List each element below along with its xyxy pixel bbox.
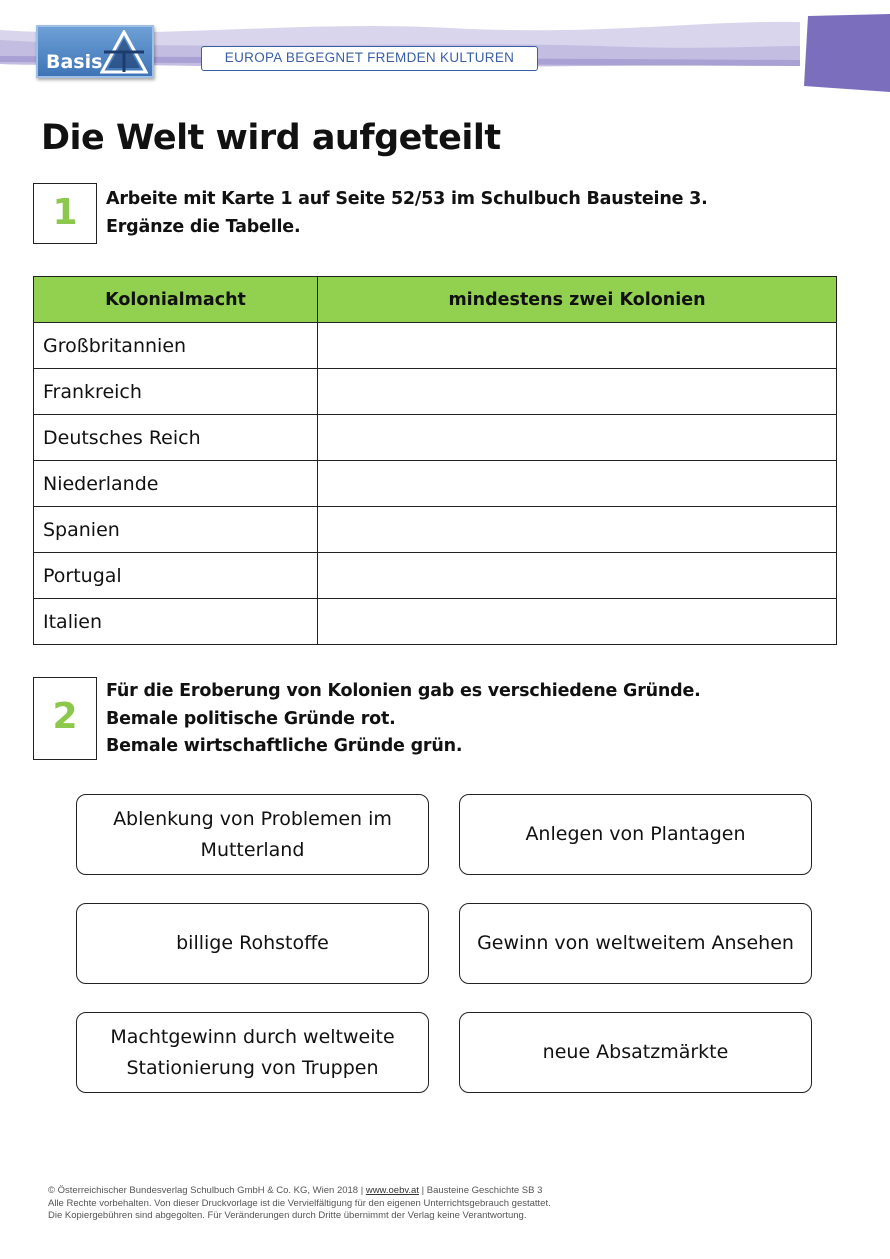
colonies-table — [33, 276, 837, 645]
table-header-row — [34, 277, 837, 323]
table-row — [34, 507, 837, 553]
reason-card[interactable] — [459, 903, 812, 984]
column-header-colonies: mindestens zwei Kolonien — [318, 277, 837, 323]
task-number-1: 1 — [33, 183, 97, 244]
basis-logo — [36, 25, 154, 78]
colonies-cell[interactable] — [318, 415, 837, 461]
series-title: EUROPA BEGEGNET FREMDEN KULTUREN — [201, 46, 538, 71]
instruction-line: Bemale politische Gründe rot. — [106, 708, 396, 729]
copyright-footer — [48, 1185, 551, 1223]
footer-text: © Österreichischer Bundesverlag Schulbuch GmbH & Co. KG, Wien 2018 | — [48, 1185, 366, 1196]
reason-card[interactable] — [459, 794, 812, 875]
power-cell: Italien — [34, 599, 318, 645]
logo-text: Basis — [46, 51, 103, 73]
table-row — [34, 461, 837, 507]
footer-line-2: Alle Rechte vorbehalten. Von dieser Druckvorlage ist die Vervielfältigung für den eigenen Unterrichtsgebrauch gestattet. — [48, 1197, 551, 1209]
power-cell: Portugal — [34, 553, 318, 599]
reason-text: Machtgewinn durch weltweite — [110, 1025, 395, 1048]
reason-card[interactable] — [76, 794, 429, 875]
reason-text: Stationierung von Truppen — [126, 1056, 379, 1079]
instruction-line: Bemale wirtschaftliche Gründe grün. — [106, 736, 463, 756]
task-number-2: 2 — [33, 677, 97, 760]
colonies-cell[interactable] — [318, 553, 837, 599]
colonies-cell[interactable] — [318, 461, 837, 507]
header-banner — [0, 0, 890, 100]
power-cell: Spanien — [34, 507, 318, 553]
footer-line-3: Die Kopiergebühren sind abgegolten. Für Veränderungen durch Dritte übernimmt der Verlag keine Verantwortung. — [48, 1210, 527, 1221]
table-row — [34, 415, 837, 461]
colonies-cell[interactable] — [318, 369, 837, 415]
instruction-line: Ergänze die Tabelle. — [106, 216, 301, 237]
table-row — [34, 323, 837, 369]
reason-card[interactable] — [76, 903, 429, 984]
table-row — [34, 553, 837, 599]
power-cell: Niederlande — [34, 461, 318, 507]
reason-text: neue Absatzmärkte — [542, 1041, 729, 1063]
reason-text: Ablenkung von Problemen im — [113, 807, 392, 830]
column-header-power: Kolonialmacht — [34, 277, 318, 323]
table-row — [34, 369, 837, 415]
colonies-cell[interactable] — [318, 599, 837, 645]
footer-text: | Bausteine Geschichte SB 3 — [418, 1185, 543, 1196]
reason-card[interactable] — [459, 1012, 812, 1093]
reason-text: Anlegen von Plantagen — [525, 823, 746, 845]
corner-tab — [804, 14, 890, 92]
table-row — [34, 599, 837, 645]
reason-text: Gewinn von weltweitem Ansehen — [477, 932, 794, 954]
instruction-line: Arbeite mit Karte 1 auf Seite 52/53 im Schulbuch Bausteine 3. — [106, 189, 708, 209]
power-cell: Frankreich — [34, 369, 318, 415]
colonies-cell[interactable] — [318, 323, 837, 369]
power-cell: Deutsches Reich — [34, 415, 318, 461]
reason-card[interactable] — [76, 1012, 429, 1093]
page-title: Die Welt wird aufgeteilt — [41, 118, 501, 158]
footer-line-1 — [48, 1185, 551, 1198]
triangle-logo-icon — [100, 30, 148, 74]
publisher-link[interactable]: www.oebv.at — [365, 1185, 419, 1196]
task-2-instructions — [106, 678, 701, 761]
instruction-line: Für die Eroberung von Kolonien gab es verschiedene Gründe. — [106, 681, 701, 701]
reason-text: billige Rohstoffe — [176, 932, 329, 954]
colonies-cell[interactable] — [318, 507, 837, 553]
task-1-instructions — [106, 186, 708, 241]
reason-text: Mutterland — [200, 838, 305, 861]
power-cell: Großbritannien — [34, 323, 318, 369]
